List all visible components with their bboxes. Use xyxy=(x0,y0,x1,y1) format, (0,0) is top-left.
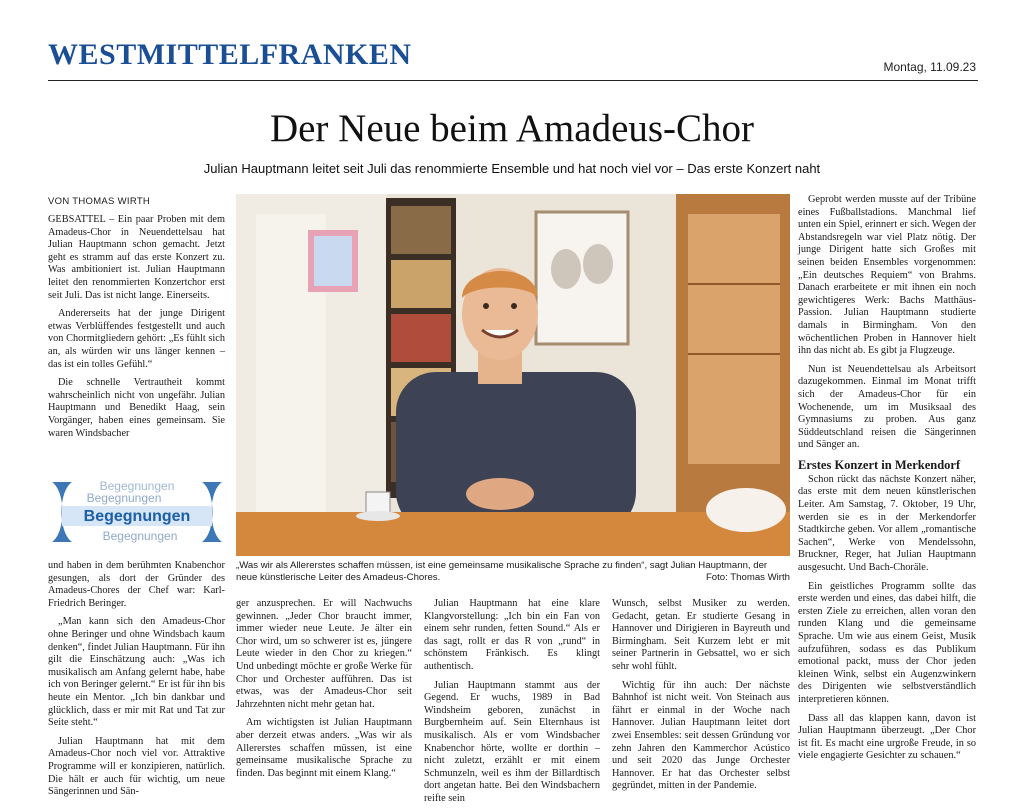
begegnungen-logo xyxy=(48,476,226,548)
column-1-bottom xyxy=(48,560,225,805)
paragraph: Julian Hauptmann stammt aus der Gegend. Er wuchs, 1989 in Bad Windsheim geboren, zunächst in Burgbernheim auf. Sein Elternhaus ist musikalisch. Als er vom Windsbacher Knabenchor hörte, wollte er dorthin – nicht zuletzt, erzählt er mit einem Schmunzeln, weil es ihm der Billardtisch dort angetan hatte. Bei den Windsbachern reifte sein xyxy=(424,679,600,804)
logo-word-2: Begegnungen xyxy=(86,491,162,505)
photo-scene xyxy=(236,194,790,556)
column-3 xyxy=(424,598,600,812)
paragraph: Julian Hauptmann hat eine klare Klangvorstellung: „Ich bin ein Fan von einem sehr runden, fetten Sound.“ Als er das sagt, rollt er das R von „rund“ in schönstem Fränkisch. Es klingt authentisch. xyxy=(424,598,600,672)
paragraph: Am wichtigsten ist Julian Hauptmann aber derzeit etwas anders. „Was wir als Allererstes schaffen müssen, ist eine gemeinsame musikalische Sprache zu finden. Das beginnt mit einem Klang.“ xyxy=(236,717,412,779)
masthead: WESTMITTELFRANKEN xyxy=(48,38,412,71)
paragraph: ger anzusprechen. Er will Nachwuchs gewinnen. „Jeder Chor braucht immer, immer wieder neue Leute. Je älter ein Chor wird, um so schwerer ist es, jüngere Leute wieder in den Chor zu kriegen.“ Und unbedingt möchte er große Werke für Chor und Orchester aufführen. Das ist etwas, was der Amadeus-Chor seit Jahrzehnten nicht mehr getan hat. xyxy=(236,598,412,710)
logo-word-1: Begegnungen xyxy=(99,479,175,493)
paragraph: und haben in dem berühmten Knabenchor gesungen, als dort der Gründer des Amadeus-Chores der Chef war: Karl-Friedrich Beringer. xyxy=(48,560,225,609)
column-5 xyxy=(798,194,976,769)
issue-date: Montag, 11.09.23 xyxy=(883,60,976,74)
subheadline: Julian Hauptmann leitet seit Juli das renommierte Ensemble und hat noch viel vor – Das erste Konzert naht xyxy=(203,161,821,176)
photo-caption xyxy=(236,560,790,583)
paragraph: „Man kann sich den Amadeus-Chor ohne Beringer und ohne Windsbach kaum denken“, findet Julian Hauptmann. Für ihn gilt die Einschätzung auch: „Was ich musikalisch am Anfang gelernt habe, habe ich von Beringer gelernt.“ Er ist für ihn bis heute ein Mentor. „Ich bin dankbar und glücklich, dass er mir mit Rat und Tat zur Seite steht.“ xyxy=(48,616,226,729)
article-photo xyxy=(236,194,790,556)
logo-word-4: Begegnungen xyxy=(102,529,178,543)
paragraph: Wunsch, selbst Musiker zu werden. Gedacht, getan. Er studierte Gesang in Hannover und Dirigieren in Bayreuth und Birmingham. Seit Kurzem lebt er mit seiner Partnerin in Gebsattel, wo er sich sehr wohl fühlt. xyxy=(612,598,790,672)
paragraph: Dass all das klappen kann, davon ist Julian Hauptmann überzeugt. „Der Chor ist fit. Es macht eine urgroße Freude, in so viele engagierte Gesichter zu schauen.“ xyxy=(798,712,976,762)
section-subheading: Erstes Konzert in Merkendorf xyxy=(798,457,961,472)
begegnungen-logo-graphic xyxy=(48,476,226,548)
logo-word-main: Begegnungen xyxy=(83,508,191,525)
paragraph: Die schnelle Vertrautheit kommt wahrscheinlich nicht von ungefähr. Julian Hauptmann und Benedikt Haag, sein Vorgänger, haben eines gemeinsam. Sie waren Windsbacher xyxy=(48,377,225,439)
paragraph: Schon rückt das nächste Konzert näher, das erste mit dem neuen künstlerischen Leiter. Am Samstag, 7. Oktober, 19 Uhr, werden sie es in der Merkendorfer Stadtkirche geben. Vor allem „romantische Sachen“, Werke von Mendelssohn, Bruckner, Reger, hat Julian Hauptmann ausgesucht. Und Bach-Choräle. xyxy=(798,473,976,574)
paragraph: Wichtig für ihn auch: Der nächste Bahnhof ist nicht weit. Von Steinach aus fährt er einmal in der Woche nach Hannover. Julian Hauptmann leitet dort zwei Ensembles: seit dessen Gründung vor zehn Jahren den Kammerchor Acústico und seit 2020 das Junge Orchester Hannover. Er hat das Orchester selbst gegründet, mitten in der Pandemie. xyxy=(612,679,790,792)
photo-credit: Foto: Thomas Wirth xyxy=(705,571,790,583)
column-1-top xyxy=(48,214,225,446)
headline: Der Neue beim Amadeus-Chor xyxy=(269,107,755,150)
column-2 xyxy=(236,598,412,786)
header-rule xyxy=(48,80,978,81)
caption-text: „Was wir als Allererstes schaffen müssen, ist eine gemeinsame musikalische Sprache zu finden“, sagt Julian Hauptmann, der neue künstlerische Leiter des Amadeus-Chores. xyxy=(236,560,768,583)
byline: VON THOMAS WIRTH xyxy=(48,196,151,207)
paragraph: Ein geistliches Programm sollte das erste werden und eines, das dabei hilft, die ersten Ziele zu erreichen, allen voran den runden Klang und die gemeinsame Sprache. Um wie aus einem Geist, Musik aufzuführen, sodass es das Publikum emotional packt, muss der Chor jeden kleinen Wink, selbst ein Augenzwinkern des Dirigenten wie selbstverständlich interpretieren können. xyxy=(798,580,976,705)
paragraph: Julian Hauptmann hat mit dem Amadeus-Chor noch viel vor. Attraktive Programme will er konzipieren, natürlich. Die hält er auch für wichtig, um neue Sängerinnen und Sän- xyxy=(48,735,225,798)
paragraph: Andererseits hat der junge Dirigent etwas Verblüffendes festgestellt und auch von Chormitgliedern gehört: „Es fühlt sich an, als würden wir uns länger kennen – das ist ein tolles Gefühl.“ xyxy=(48,308,225,370)
paragraph: Nun ist Neuendettelsau als Arbeitsort dazugekommen. Einmal im Monat trifft sich der Amadeus-Chor für ein Wochenende, um im Musiksaal des Gymnasiums zu proben. Aus ganz Süddeutschland reisen die Sängerinnen und Sänger an. xyxy=(798,363,976,451)
column-4 xyxy=(612,598,790,799)
paragraph: Geprobt werden musste auf der Tribüne eines Fußballstadions. Manchmal lief unten ein Spiel, erinnert er sich. Wegen der Abstandsregeln war viel Platz nötig. Der junge Dirigent hatte sich Großes mit seinen beiden Ensembles vorgenommen: „Ein deutsches Requiem“ von Brahms. Danach erarbeitete er mit ihnen ein noch gewichtigeres Werk: Bachs Matthäus-Passion. Julian Hauptmann studierte damals in Birmingham. Von den wöchentlichen Proben in Hannover hielt ihn das nicht ab. Es gibt ja Flugzeuge. xyxy=(798,194,976,357)
paragraph: GEBSATTEL – Ein paar Proben mit dem Amadeus-Chor in Neuendettelsau hat Julian Hauptmann schon gemacht. Jetzt geht es stramm auf das erste Konzert zu. Was ambitioniert ist. Julian Hauptmann leitet den renommierten Konzertchor erst seit Juli. Das ist nicht lange. Einerseits. xyxy=(48,214,225,301)
